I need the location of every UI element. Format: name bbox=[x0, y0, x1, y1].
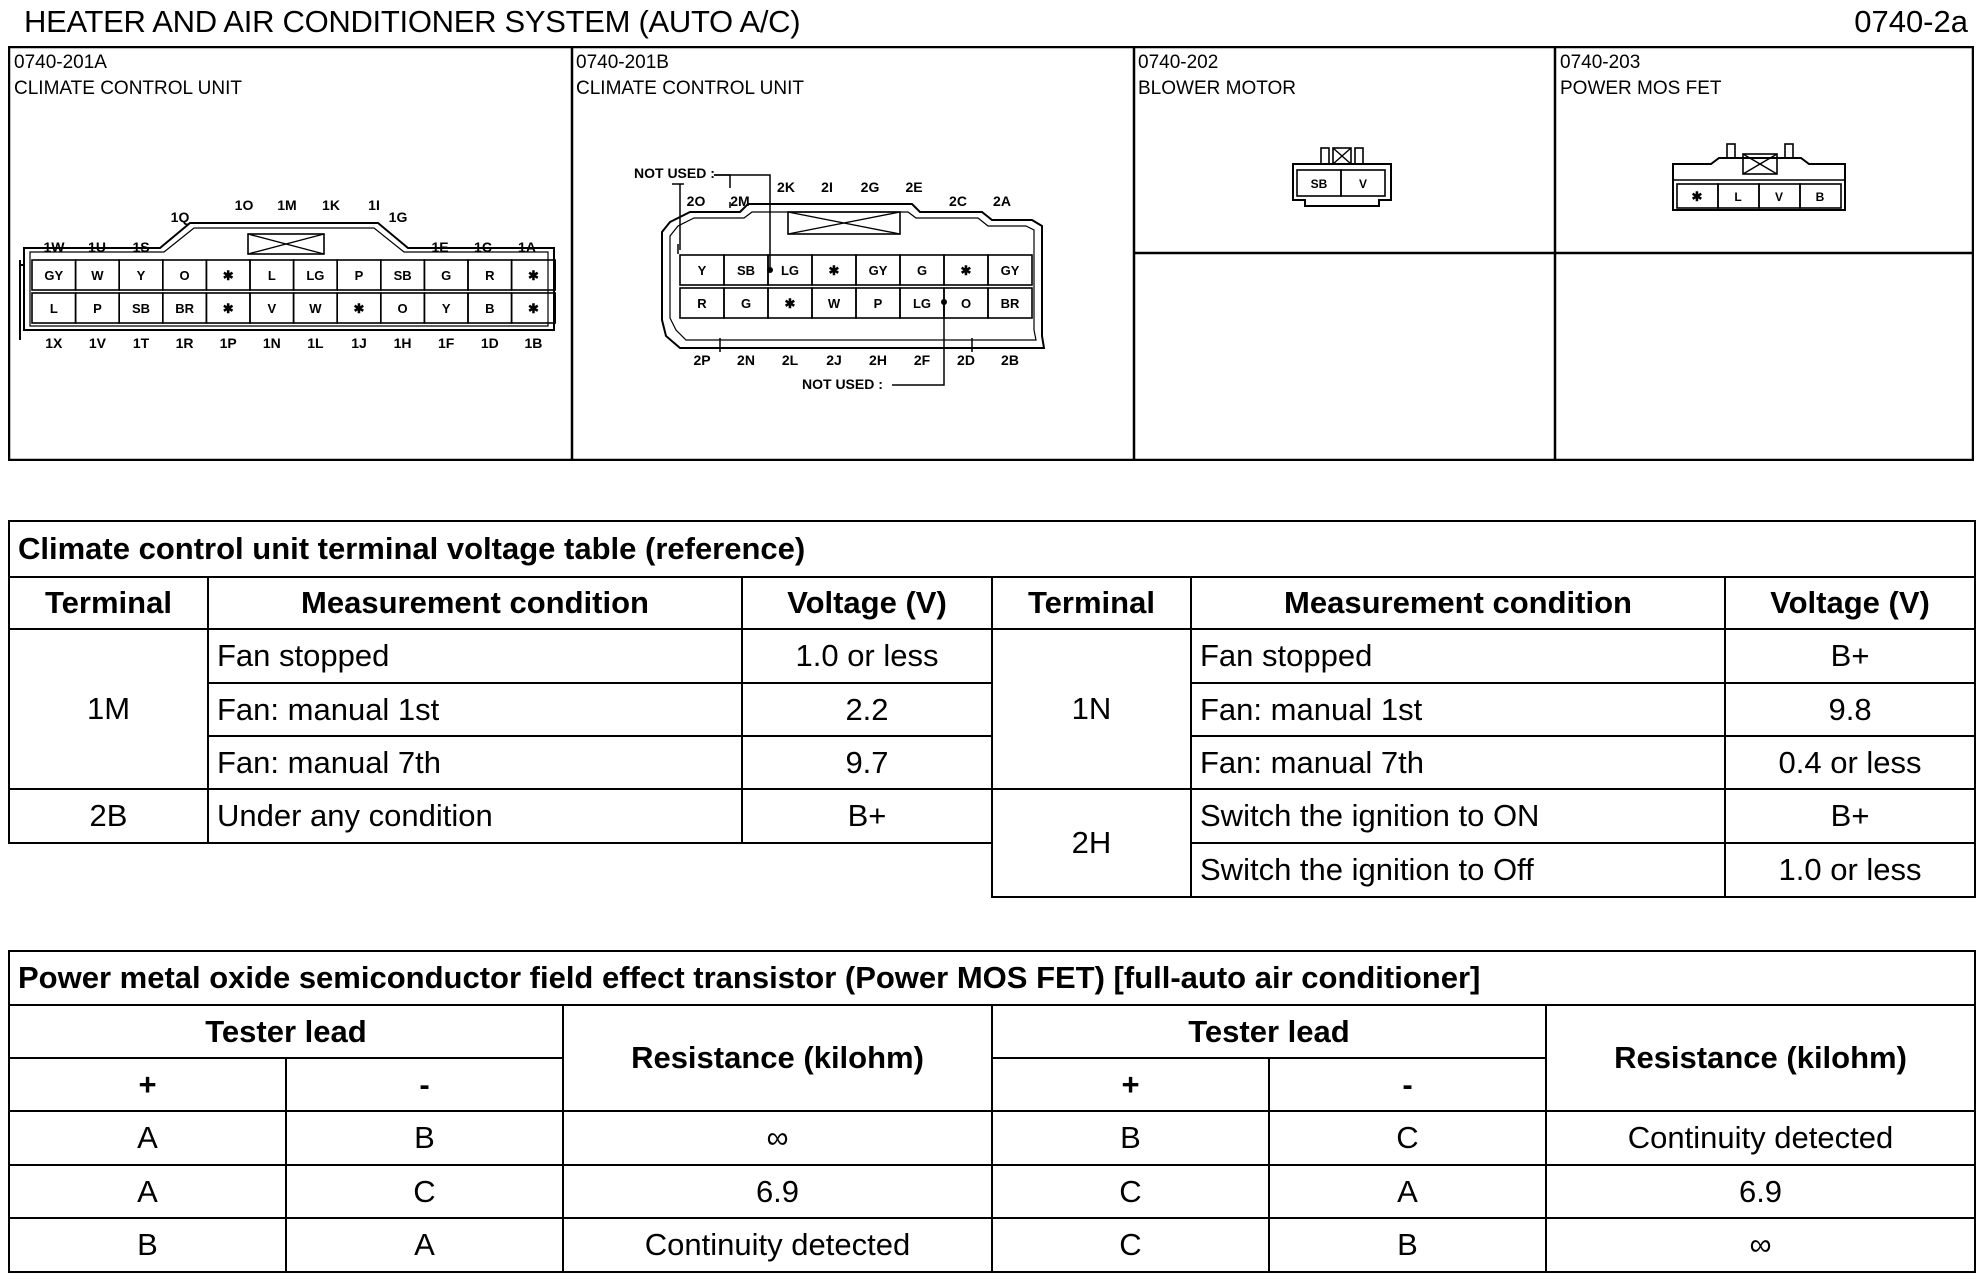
terminal-label: 1K bbox=[322, 197, 340, 213]
table-cell: Continuity detected bbox=[1546, 1111, 1975, 1165]
terminal-label: 2E bbox=[905, 179, 923, 195]
page-title: HEATER AND AIR CONDITIONER SYSTEM (AUTO A/C) bbox=[24, 4, 801, 39]
table-cell: A bbox=[9, 1165, 286, 1218]
terminal-label: 2I bbox=[821, 179, 833, 195]
pin-label: L bbox=[49, 301, 58, 316]
pin-label: LG bbox=[912, 296, 932, 311]
connector-203-diagram bbox=[1665, 140, 1855, 220]
header-plus-left: + bbox=[9, 1058, 286, 1111]
terminal-label: 2H bbox=[869, 352, 887, 368]
terminal-label: 1B bbox=[524, 335, 543, 351]
terminal-label: 1C bbox=[474, 239, 492, 255]
terminal-label: 1T bbox=[132, 335, 150, 351]
table-cell: A bbox=[9, 1111, 286, 1165]
pin-203-2: V bbox=[1774, 190, 1784, 204]
pin-label: O bbox=[960, 296, 972, 311]
table-cell: 1.0 or less bbox=[1725, 843, 1975, 897]
table-spacer bbox=[9, 843, 208, 897]
table-cell: C bbox=[992, 1218, 1269, 1272]
pin-label: ✱ bbox=[960, 263, 972, 278]
pin-label: GY bbox=[868, 263, 888, 278]
not-used-bottom-label: NOT USED : bbox=[802, 376, 883, 392]
terminal-label: 1F bbox=[438, 335, 455, 351]
pin-label: G bbox=[740, 296, 752, 311]
terminal-label: 1E bbox=[431, 239, 449, 255]
terminal-label: 1J bbox=[351, 335, 367, 351]
table-cell: 1.0 or less bbox=[742, 629, 992, 683]
terminal-label: 1M bbox=[277, 197, 297, 213]
pin-label: LG bbox=[306, 268, 325, 283]
pin-label: P bbox=[93, 301, 102, 316]
table-cell: A bbox=[1269, 1165, 1546, 1218]
terminal-2b: 2B bbox=[9, 789, 208, 843]
pin-label: G bbox=[916, 263, 928, 278]
table-cell: Fan: manual 1st bbox=[1191, 683, 1725, 736]
pin-label: W bbox=[91, 268, 104, 283]
pin-label: G bbox=[441, 268, 452, 283]
connector-201b-diagram bbox=[620, 160, 1060, 400]
pin-label: LG bbox=[780, 263, 800, 278]
pin-label: O bbox=[397, 301, 408, 316]
pin-203-3: B bbox=[1815, 190, 1825, 204]
header-condition-left: Measurement condition bbox=[208, 577, 742, 629]
pin-label: O bbox=[179, 268, 190, 283]
table-cell: C bbox=[1269, 1111, 1546, 1165]
terminal-label: 1G bbox=[388, 209, 408, 225]
voltage-table-title: Climate control unit terminal voltage table (reference) bbox=[9, 521, 1975, 577]
terminal-label: 1S bbox=[132, 239, 150, 255]
table-cell: C bbox=[992, 1165, 1269, 1218]
pin-label: R bbox=[697, 296, 707, 311]
terminal-label: 2M bbox=[730, 193, 750, 209]
table-cell: B+ bbox=[1725, 789, 1975, 843]
terminal-label: 1L bbox=[307, 335, 324, 351]
header-tester-lead-right: Tester lead bbox=[992, 1005, 1546, 1058]
table-cell: C bbox=[286, 1165, 563, 1218]
pin-203-0: ✱ bbox=[1691, 189, 1703, 204]
header-minus-right: - bbox=[1269, 1058, 1546, 1111]
pin-label: GY bbox=[44, 268, 64, 283]
panel-name-202: BLOWER MOTOR bbox=[1138, 78, 1296, 99]
terminal-label: 1I bbox=[368, 197, 380, 213]
table-cell: B bbox=[286, 1111, 563, 1165]
terminal-label: 1N bbox=[262, 335, 281, 351]
terminal-1n: 1N bbox=[992, 629, 1191, 789]
pin-label: BR bbox=[175, 301, 194, 316]
panel-code-201b: 0740-201B bbox=[576, 52, 669, 73]
table-cell: Continuity detected bbox=[563, 1218, 992, 1272]
terminal-label: 1D bbox=[480, 335, 499, 351]
table-cell: Fan stopped bbox=[208, 629, 742, 683]
table-cell: Fan: manual 7th bbox=[1191, 736, 1725, 789]
table-cell: 0.4 or less bbox=[1725, 736, 1975, 789]
header-terminal-left: Terminal bbox=[9, 577, 208, 629]
table-spacer bbox=[742, 843, 992, 897]
terminal-label: 1O bbox=[234, 197, 254, 213]
table-cell: 6.9 bbox=[563, 1165, 992, 1218]
pin-label: Y bbox=[697, 263, 707, 278]
terminal-label: 1V bbox=[88, 335, 106, 351]
page-code: 0740-2a bbox=[1854, 4, 1968, 39]
terminal-label: 2L bbox=[781, 352, 799, 368]
terminal-label: 1P bbox=[219, 335, 237, 351]
table-spacer bbox=[208, 843, 742, 897]
terminal-label: 2D bbox=[957, 352, 975, 368]
table-cell: A bbox=[286, 1218, 563, 1272]
table-cell: Switch the ignition to ON bbox=[1191, 789, 1725, 843]
table-cell: ∞ bbox=[1546, 1218, 1975, 1272]
pin-label: W bbox=[309, 301, 322, 316]
table-cell: 2.2 bbox=[742, 683, 992, 736]
panel-code-201a: 0740-201A bbox=[14, 52, 107, 73]
pin-label: BR bbox=[1000, 296, 1020, 311]
header-tester-lead-left: Tester lead bbox=[9, 1005, 563, 1058]
pin-label: GY bbox=[1000, 263, 1020, 278]
table-cell: B bbox=[1269, 1218, 1546, 1272]
pin-label: SB bbox=[736, 263, 756, 278]
terminal-label: 2N bbox=[737, 352, 755, 368]
terminal-label: 1X bbox=[45, 335, 63, 351]
pin-label: P bbox=[354, 268, 364, 283]
table-cell: Under any condition bbox=[208, 789, 742, 843]
header-terminal-right: Terminal bbox=[992, 577, 1191, 629]
terminal-2h: 2H bbox=[992, 789, 1191, 897]
terminal-label: 1H bbox=[393, 335, 412, 351]
header-condition-right: Measurement condition bbox=[1191, 577, 1725, 629]
table-cell: B+ bbox=[1725, 629, 1975, 683]
connector-201a-pins bbox=[32, 260, 555, 323]
pin-label: L bbox=[267, 268, 276, 283]
table-cell: 6.9 bbox=[1546, 1165, 1975, 1218]
terminal-label: 1A bbox=[518, 239, 536, 255]
mosfet-table-title: Power metal oxide semiconductor field effect transistor (Power MOS FET) [full-auto air conditioner] bbox=[9, 951, 1975, 1005]
table-cell: 9.7 bbox=[742, 736, 992, 789]
connector-202-diagram bbox=[1285, 140, 1405, 220]
table-cell: B+ bbox=[742, 789, 992, 843]
terminal-label: 1R bbox=[175, 335, 194, 351]
pin-label: W bbox=[827, 296, 841, 311]
pin-label: V bbox=[267, 301, 277, 316]
pin-label: ✱ bbox=[222, 301, 234, 316]
pin-label: R bbox=[485, 268, 495, 283]
header-plus-right: + bbox=[992, 1058, 1269, 1111]
terminal-label: 2J bbox=[826, 352, 842, 368]
terminal-label: 2O bbox=[686, 193, 706, 209]
pin-202-0: SB bbox=[1310, 177, 1328, 191]
panel-code-203: 0740-203 bbox=[1560, 52, 1641, 73]
connector-201a-diagram bbox=[18, 190, 558, 360]
header-resistance-left: Resistance (kilohm) bbox=[563, 1005, 992, 1111]
header-voltage-right: Voltage (V) bbox=[1725, 577, 1975, 629]
header-minus-left: - bbox=[286, 1058, 563, 1111]
terminal-label: 2G bbox=[860, 179, 880, 195]
voltage-table bbox=[8, 520, 1976, 898]
table-cell: Switch the ignition to Off bbox=[1191, 843, 1725, 897]
terminal-label: 2P bbox=[693, 352, 711, 368]
header-voltage-left: Voltage (V) bbox=[742, 577, 992, 629]
pin-label: ✱ bbox=[828, 263, 840, 278]
pin-label: B bbox=[485, 301, 495, 316]
connector-201b-pins bbox=[680, 255, 1032, 318]
pin-label: P bbox=[873, 296, 883, 311]
panel-name-203: POWER MOS FET bbox=[1560, 78, 1722, 99]
terminal-label: 2F bbox=[913, 352, 931, 368]
panel-code-202: 0740-202 bbox=[1138, 52, 1219, 73]
pin-label: ✱ bbox=[353, 301, 365, 316]
table-cell: 9.8 bbox=[1725, 683, 1975, 736]
pin-label: ✱ bbox=[784, 296, 796, 311]
pin-label: Y bbox=[136, 268, 146, 283]
table-cell: B bbox=[992, 1111, 1269, 1165]
terminal-label: 1Q bbox=[170, 209, 190, 225]
pin-label: ✱ bbox=[527, 268, 539, 283]
panel-name-201b: CLIMATE CONTROL UNIT bbox=[576, 78, 805, 99]
table-cell: Fan stopped bbox=[1191, 629, 1725, 683]
pin-label: SB bbox=[131, 301, 151, 316]
panel-name-201a: CLIMATE CONTROL UNIT bbox=[14, 78, 243, 99]
table-cell: B bbox=[9, 1218, 286, 1272]
terminal-label: 2C bbox=[949, 193, 967, 209]
table-cell: Fan: manual 7th bbox=[208, 736, 742, 789]
mosfet-table bbox=[8, 950, 1976, 1273]
table-cell: ∞ bbox=[563, 1111, 992, 1165]
pin-label: SB bbox=[393, 268, 412, 283]
pin-203-1: L bbox=[1734, 190, 1742, 204]
pin-label: Y bbox=[441, 301, 451, 316]
terminal-label: 1U bbox=[88, 239, 106, 255]
pin-202-1: V bbox=[1358, 177, 1368, 191]
terminal-label: 2K bbox=[777, 179, 795, 195]
pin-label: ✱ bbox=[222, 268, 234, 283]
not-used-top-label: NOT USED : bbox=[634, 165, 715, 181]
pin-label: ✱ bbox=[527, 301, 539, 316]
terminal-label: 1W bbox=[43, 239, 65, 255]
terminal-label: 2A bbox=[993, 193, 1011, 209]
terminal-1m: 1M bbox=[9, 629, 208, 789]
header-resistance-right: Resistance (kilohm) bbox=[1546, 1005, 1975, 1111]
terminal-label: 2B bbox=[1001, 352, 1019, 368]
table-cell: Fan: manual 1st bbox=[208, 683, 742, 736]
